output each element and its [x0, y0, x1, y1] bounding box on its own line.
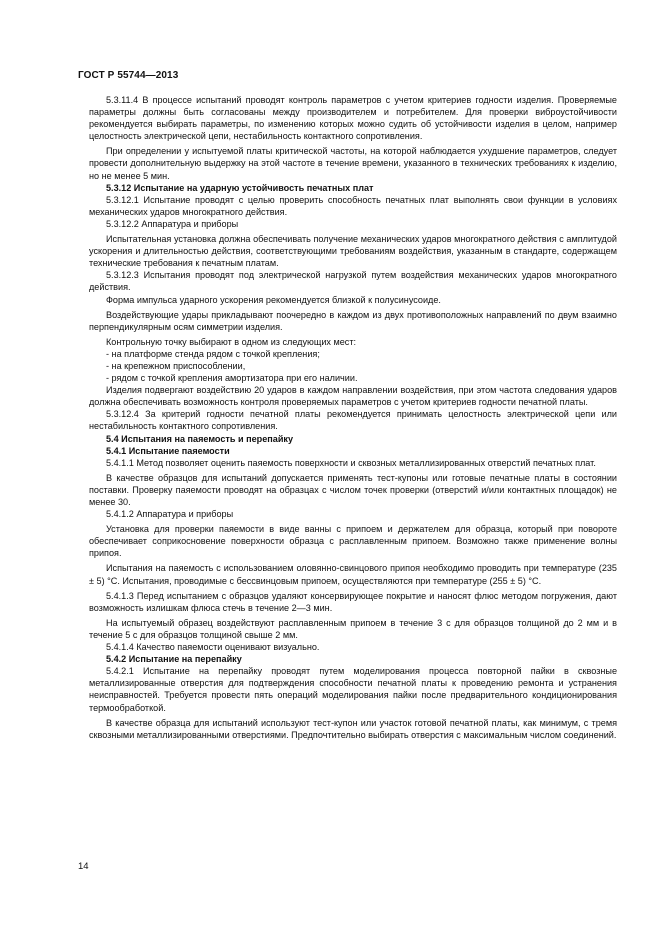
paragraph-5-3-12-2: 5.3.12.2 Аппаратура и приборы — [106, 218, 239, 229]
paragraph-5-3-11-4: 5.3.11.4 В процессе испытаний проводят контроль параметров с учетом критериев годности изделия. Проверяемые параметры должны быть согласованы между производителем и потребителем. Для проверки виброустойчивости рекомендуется выбирать параметры, по изменению которых можно судить об устойчивости изделия в целом, например целостность электрической цепи, нестабильность контактного сопротивления. — [89, 95, 617, 142]
list-item: - на платформе стенда рядом с точкой крепления; — [106, 348, 320, 359]
section-heading-5-4: 5.4 Испытания на паяемость и перепайку — [106, 433, 294, 444]
list-item: - на крепежном приспособлении, — [106, 360, 246, 371]
paragraph: Испытательная установка должна обеспечивать получение механических ударов многократного действия с амплитудой ускорения и длительностью действия, соответствующими требованиям воздействия, указанным в стандарте, содержащем технические требования к печатным платам. — [89, 234, 617, 269]
paragraph: Воздействующие удары прикладывают поочередно в каждом из двух противоположных направлений по двум взаимно перпендикулярным осям симметрии изделия. — [89, 309, 617, 332]
document-header: ГОСТ Р 55744—2013 — [78, 70, 179, 81]
document-body — [89, 94, 617, 741]
list-item: - рядом с точкой крепления амортизатора при его наличии. — [106, 373, 358, 384]
paragraph: Испытания на паяемость с использованием оловянно-свинцового припоя необходимо проводить при температуре (235 ± 5) °С. Испытания, проводимые с бессвинцовым припоем, осуществляются при температуре (255 ± 5) °С. — [89, 563, 617, 586]
paragraph-5-4-1-1: 5.4.1.1 Метод позволяет оценить паяемость поверхности и сквозных металлизированных отверстий печатных плат. — [106, 457, 596, 468]
section-heading-5-4-1: 5.4.1 Испытание паяемости — [106, 445, 230, 456]
paragraph: При определении у испытуемой платы критической частоты, на которой наблюдается ухудшение параметров, следует провести дополнительную выдержку на этой частоте в течение времени, указанного в технических требованиях к изделию, но не менее 5 мин. — [89, 146, 617, 181]
paragraph-5-3-12-1: 5.3.12.1 Испытание проводят с целью проверить способность печатных плат выполнять свои функции в условиях механических ударов многократного действия. — [89, 194, 617, 217]
paragraph: В качестве образца для испытаний используют тест-купон или участок готовой печатной платы, как минимум, с тремя сквозными металлизированными отверстиями. Предпочтительно выбирать отверстия с максимальным числом соединений. — [89, 717, 617, 740]
section-heading-5-4-2: 5.4.2 Испытание на перепайку — [106, 654, 242, 665]
paragraph-5-4-1-4: 5.4.1.4 Качество паяемости оценивают визуально. — [106, 642, 320, 653]
paragraph-5-4-1-3: 5.4.1.3 Перед испытанием с образцов удаляют консервирующее покрытие и наносят флюс методом погружения, дают возможность излишкам флюса стечь в течение 2—3 мин. — [89, 590, 617, 613]
paragraph-5-4-1-2: 5.4.1.2 Аппаратура и приборы — [106, 509, 234, 520]
paragraph: Изделия подвергают воздействию 20 ударов в каждом направлении воздействия, при этом частота следования ударов должна обеспечивать возможность контроля проверяемых параметров с учетом критериев годности печатной платы. — [89, 385, 617, 408]
paragraph: На испытуемый образец воздействуют расплавленным припоем в течение 3 с для образцов толщиной до 2 мм и в течение 5 с для образцов толщиной свыше 2 мм. — [89, 617, 617, 640]
section-heading-5-3-12: 5.3.12 Испытание на ударную устойчивость печатных плат — [106, 182, 374, 193]
paragraph: Форма импульса ударного ускорения рекомендуется близкой к полусинусоиде. — [106, 294, 441, 305]
paragraph: В качестве образцов для испытаний допускается применять тест-купоны или готовые печатные платы в состоянии поставки. Проверку паяемости проводят на образцах с числом точек проверки (отверстий и/или контактных площадок) не менее 30. — [89, 472, 617, 507]
page-number: 14 — [78, 861, 89, 872]
paragraph-5-3-12-3: 5.3.12.3 Испытания проводят под электрической нагрузкой путем воздействия механических ударов многократного действия. — [89, 270, 617, 293]
paragraph-5-4-2-1: 5.4.2.1 Испытание на перепайку проводят путем моделирования процесса повторной пайки в сквозные металлизированные отверстия для подтверждения способности печатной платы к проведению ремонта и устранения неисправностей. Требуется провести пять операций моделирования пайки после предварительного кондиционирования термообработкой. — [89, 666, 617, 713]
paragraph: Контрольную точку выбирают в одном из следующих мест: — [106, 336, 357, 347]
paragraph-5-3-12-4: 5.3.12.4 За критерий годности печатной платы рекомендуется принимать целостность электрической цепи или нестабильность контактного сопротивления. — [89, 409, 617, 432]
paragraph: Установка для проверки паяемости в виде ванны с припоем и держателем для образца, который при повороте обеспечивает соприкосновение поверхности образца с расплавленным припоем. Возможно также применение волны припоя. — [89, 524, 617, 559]
